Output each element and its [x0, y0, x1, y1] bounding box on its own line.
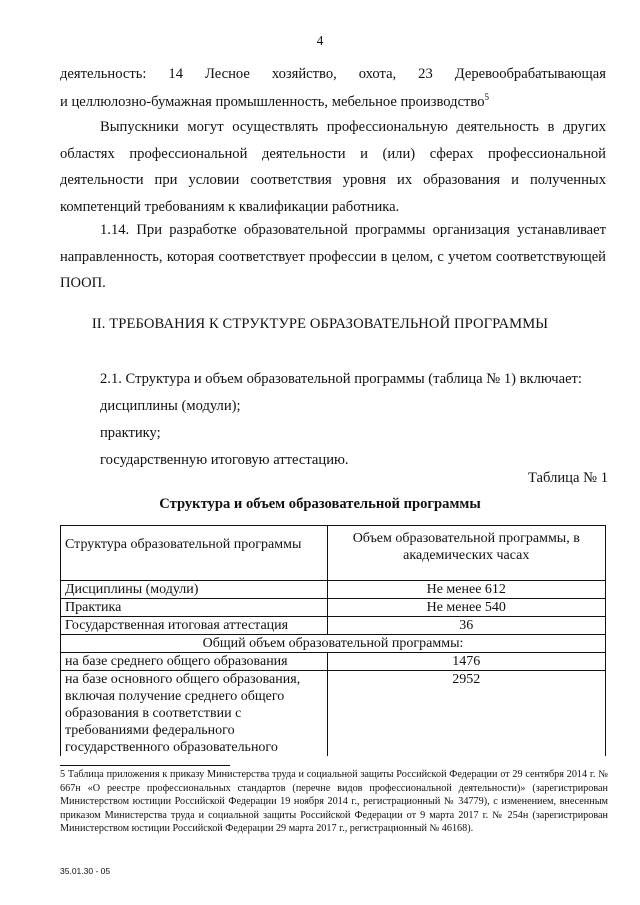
document-code: 35.01.30 - 05 — [60, 866, 111, 876]
footnote-ref: 5 — [484, 92, 490, 103]
table-number: Таблица № 1 — [528, 470, 608, 486]
row-value: 1476 — [327, 653, 605, 671]
row-value: Не менее 540 — [327, 599, 605, 617]
structure-table — [60, 525, 606, 756]
word: охота, — [358, 66, 397, 82]
word: 23 — [418, 66, 433, 82]
list-item: дисциплины (модули); — [100, 398, 241, 414]
item-intro: 2.1. Структура и объем образовательной программы (таблица № 1) включает: — [100, 371, 582, 387]
table-row — [61, 617, 606, 635]
word: Деревообрабатывающая — [454, 66, 606, 82]
row-label: Государственная итоговая аттестация — [61, 617, 328, 635]
para1-line2: и целлюлозно-бумажная промышленность, мебельное производство$^5$ — [60, 92, 490, 110]
page-number: 4 — [316, 33, 324, 48]
table-header-row — [61, 526, 606, 581]
total-label: Общий объем образовательной программы: — [61, 635, 606, 653]
word: Лесное — [204, 66, 250, 82]
footnote: 5 Таблица приложения к приказу Министерства труда и социальной защиты Российской Федерации от 29 сентября 2014 г. № 667н «О реестре профессиональных стандартов (перечне видов профессиональной деятельности)» (зарегистрирован Министерством юстиции Российской Федерации 19 ноября 2014 г., регистрационный № 34779), с изменением, внесенным приказом Министерства труда и социальной защиты Российской Федерации от 9 марта 2017 г. № 254н (зарегистрирован Министерством юстиции Российской Федерации 29 марта 2017 г., регистрационный № 46168). — [60, 769, 608, 834]
header-cell: Структура образовательной программы — [61, 526, 328, 581]
table-total-row — [61, 635, 606, 653]
row-value: 2952 — [327, 671, 605, 757]
table-title: Структура и объем образовательной программы — [159, 496, 481, 512]
row-label: Дисциплины (модули) — [61, 581, 328, 599]
table-row — [61, 581, 606, 599]
list-item: практику; — [100, 425, 161, 441]
row-label: на базе среднего общего образования — [61, 653, 328, 671]
footnote-divider — [60, 765, 230, 766]
section-heading: II. ТРЕБОВАНИЯ К СТРУКТУРЕ ОБРАЗОВАТЕЛЬНОЙ ПРОГРАММЫ — [91, 316, 549, 332]
para-graduates: Выпускники могут осуществлять профессиональную деятельность в других областях профессиональной деятельности и (или) сферах профессиональной деятельности при условии соответствия уровня их образования и полученных компетенций требованиям к квалификации работника. — [60, 119, 606, 215]
row-label: Практика — [61, 599, 328, 617]
table-row — [61, 653, 606, 671]
word: 14 — [168, 66, 184, 82]
para-1-14: 1.14. При разработке образовательной программы организация устанавливает направленность, которая соответствует профессии в целом, с учетом соответствующей ПООП. — [60, 222, 606, 291]
word: деятельность: — [60, 66, 147, 82]
para1-line1 — [60, 64, 606, 84]
row-value: 36 — [327, 617, 605, 635]
word: хозяйство, — [271, 66, 337, 82]
table-row — [61, 599, 606, 617]
list-item: государственную итоговую аттестацию. — [100, 452, 349, 468]
row-label: на базе основного общего образования, включая получение среднего общего образования в соответствии с требованиями федерального государственного образовательного — [61, 671, 328, 757]
header-cell: Объем образовательной программы, в академических часах — [327, 526, 605, 581]
row-value: Не менее 612 — [327, 581, 605, 599]
table-row — [61, 671, 606, 757]
